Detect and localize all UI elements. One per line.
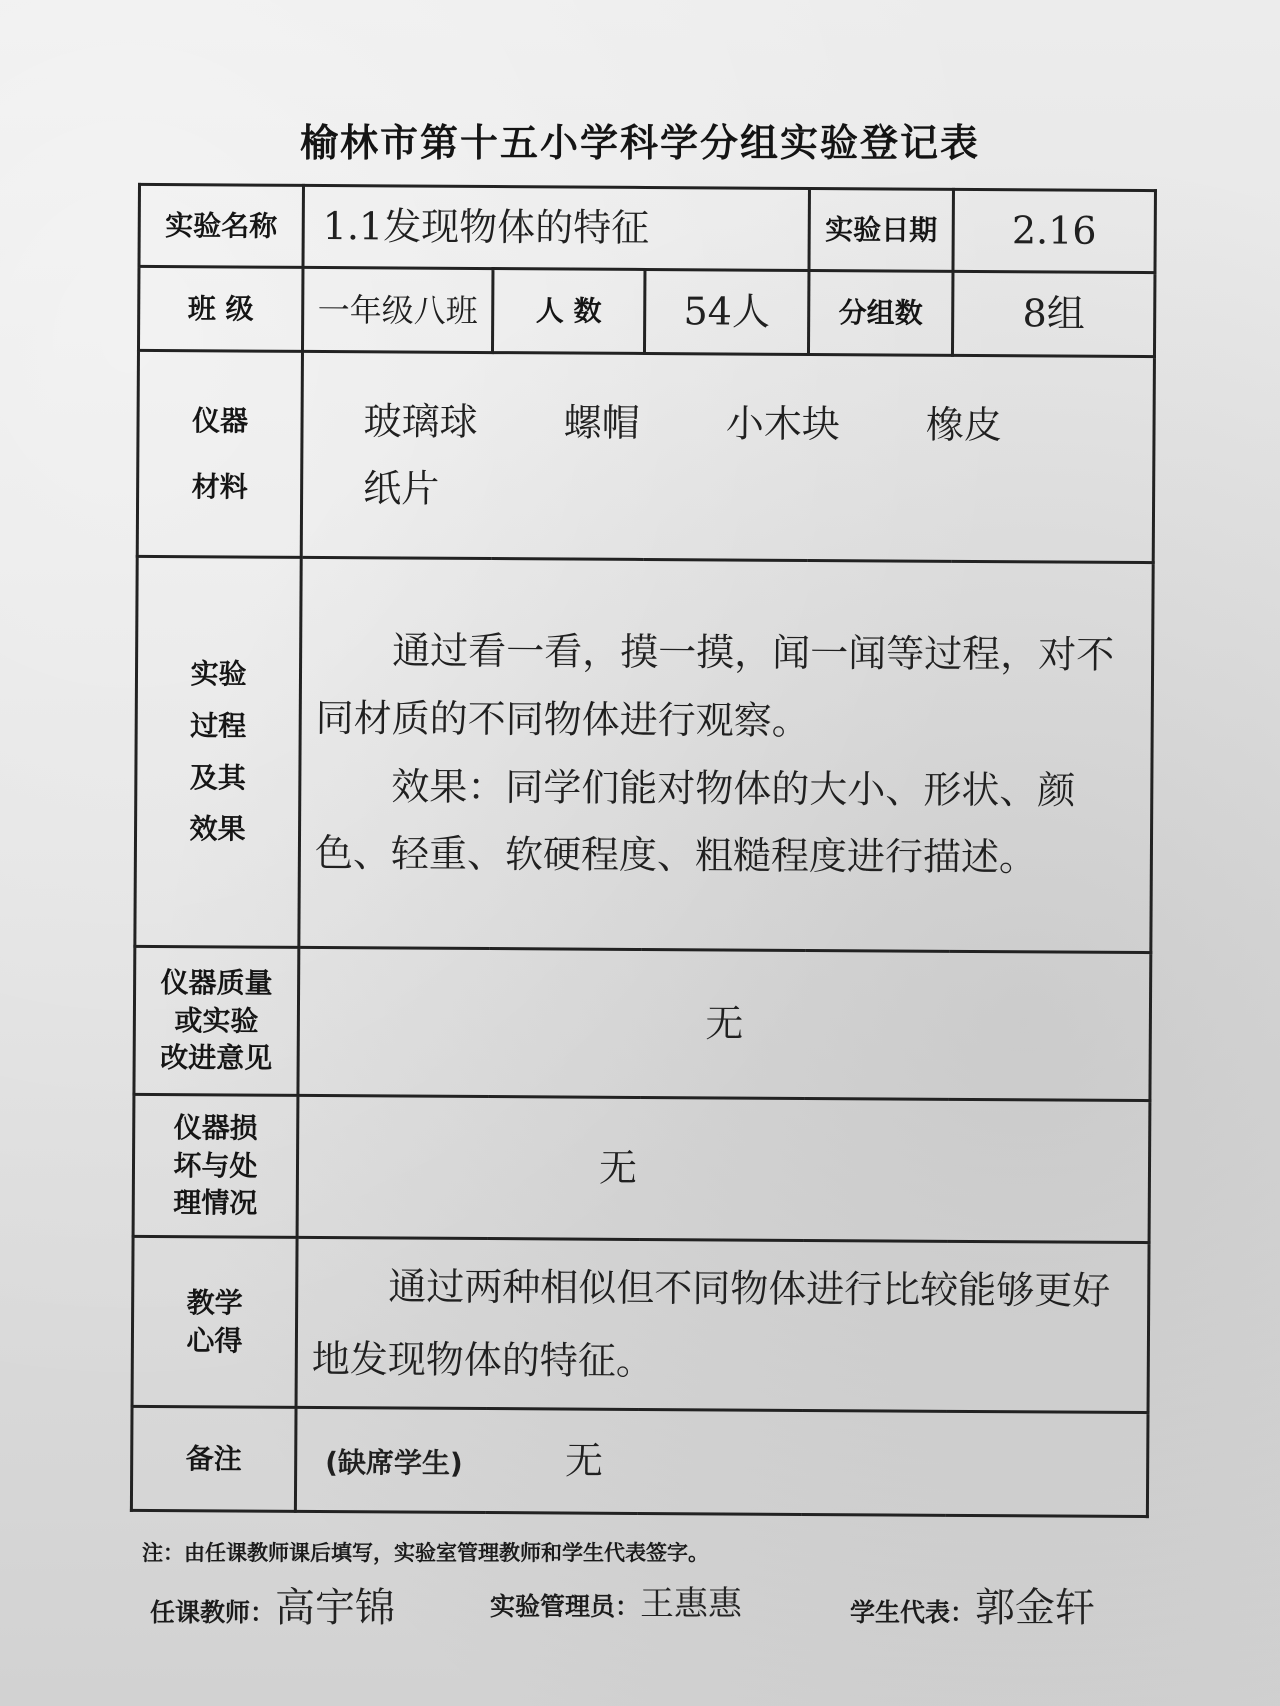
student-label: 学生代表： [850,1598,976,1627]
reflection-label [132,1236,297,1407]
row-damage [133,1094,1150,1242]
damage-value: 无 [297,1095,1150,1242]
people-count-label: 人 数 [492,269,645,354]
material-item: 玻璃球 [363,399,478,444]
class-label: 班 级 [138,266,303,351]
admin-label: 实验管理员： [490,1592,641,1621]
form-title: 榆林市第十五小学科学分组实验登记表 [299,121,980,165]
footnote: 注：由任课教师课后填写，实验室管理教师和学生代表签字。 [142,1541,709,1565]
damage-label-line-3: 理情况 [173,1186,258,1221]
material-item: 纸片 [363,465,440,511]
damage-label [133,1094,298,1237]
damage-label-line-1: 仪器损 [173,1110,258,1145]
row-quality [134,946,1151,1100]
reflection-value [296,1237,1149,1412]
materials-line-2 [303,454,1152,526]
row-experiment-name [139,184,1155,272]
class-value: 一年级八班 [302,267,493,352]
damage-label-line-2: 坏与处 [173,1148,258,1183]
row-reflection [132,1236,1149,1412]
quality-label [134,946,299,1095]
row-class [138,266,1154,356]
process-label [135,556,301,947]
quality-value: 无 [298,947,1151,1100]
group-count-label: 分组数 [808,270,953,355]
group-count-value: 8组 [952,271,1155,356]
teacher-label: 任课教师： [150,1598,276,1627]
teacher-signature [150,1576,395,1633]
row-process [135,556,1153,952]
material-item: 螺帽 [563,400,640,445]
row-remarks [131,1406,1148,1516]
student-name: 郭金轩 [975,1585,1096,1631]
experiment-name-label: 实验名称 [139,184,303,267]
admin-signature [490,1576,742,1625]
experiment-date-value: 2.16 [953,189,1155,272]
material-item: 小木块 [725,401,840,447]
experiment-name-value: 1.1发现物体的特征 [303,185,809,270]
teacher-name: 高宇锦 [275,1585,396,1631]
reflection-label-line-1: 教学 [186,1285,243,1320]
process-label-line-2: 过程 [190,708,247,743]
student-signature [850,1576,1095,1633]
quality-label-line-2: 或实验 [174,1003,259,1038]
quality-label-line-3: 改进意见 [160,1041,273,1076]
row-equipment [137,350,1154,562]
equipment-label [137,350,302,557]
materials-line-1 [303,388,1152,460]
remarks-value [295,1407,1148,1516]
absent-students-value: 无 [564,1438,604,1484]
equipment-label-line-2: 材料 [191,469,248,504]
absent-students-label: (缺席学生) [325,1446,463,1481]
registration-table [130,183,1157,1518]
signature-row [150,1576,1160,1646]
process-content [299,557,1153,952]
reflection-text: 通过两种相似但不同物体进行比较能够更好地发现物体的特征。 [311,1264,1111,1383]
quality-label-line-1: 仪器质量 [160,965,273,1000]
equipment-label-line-1: 仪器 [191,403,249,438]
material-item: 橡皮 [925,402,1003,448]
reflection-label-line-2: 心得 [186,1323,243,1358]
admin-name: 王惠惠 [640,1584,743,1624]
people-count-value: 54人 [644,269,809,354]
process-label-line-4: 效果 [189,812,246,846]
process-label-line-1: 实验 [190,657,247,691]
process-label-line-3: 及其 [189,760,246,795]
remarks-label: 备注 [131,1406,296,1511]
equipment-materials [301,351,1154,562]
effect-text: 效果：同学们能对物体的大小、形状、颜色、轻重、软硬程度、粗糙程度进行描述。 [314,763,1076,880]
process-text: 通过看一看，摸一摸，闻一闻等过程，对不同材质的不同物体进行观察。 [315,628,1115,743]
experiment-date-label: 实验日期 [809,188,953,271]
